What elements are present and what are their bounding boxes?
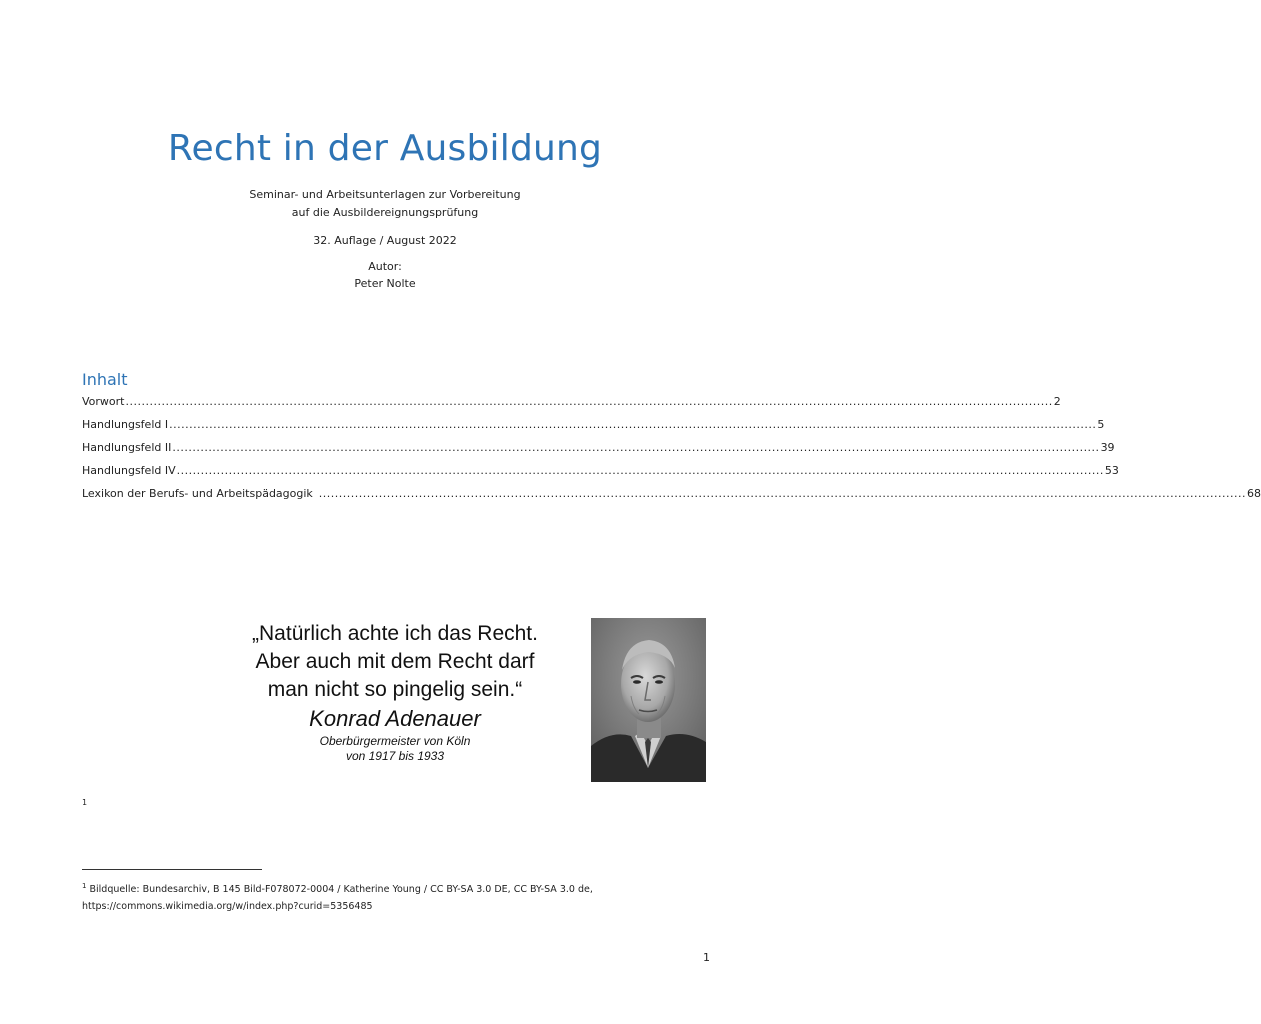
quote-line-1: „Natürlich achte ich das Recht. <box>252 622 538 645</box>
quote-author: Konrad Adenauer <box>309 706 481 731</box>
toc-entry-label: Lexikon der Berufs- und Arbeitspädagogik <box>82 487 313 500</box>
toc-entry-handlungsfeld-1[interactable] <box>82 418 1105 434</box>
footnote-marker: 1 <box>82 798 88 807</box>
footnote-number: 1 <box>82 882 87 890</box>
toc-dot-leader: ........................................................................................................................................................................................................................................ <box>172 441 1100 454</box>
quote-author-years: von 1917 bis 1933 <box>345 749 445 763</box>
toc-dot-leader: ........................................................................................................................................................................................................................................ <box>125 395 1053 408</box>
toc-dot-leader: ........................................................................................................................................................................................................................................ <box>318 487 1247 500</box>
footnote-text <box>82 878 702 915</box>
quote-block <box>200 620 590 704</box>
toc-entry-label: Vorwort <box>82 395 125 408</box>
edition-text: 32. Auflage / August 2022 <box>313 234 457 247</box>
document-title: Recht in der Ausbildung <box>167 128 603 169</box>
quote-author-role: Oberbürgermeister von Köln <box>319 734 471 748</box>
toc-entry-label: Handlungsfeld I <box>82 418 169 431</box>
toc-entry-handlungsfeld-2[interactable] <box>82 441 1115 457</box>
toc-entry-page: 53 <box>1104 464 1119 477</box>
footnote-link[interactable]: https://commons.wikimedia.org/w/index.php?curid=5356485 <box>82 901 373 913</box>
toc-dot-leader: ........................................................................................................................................................................................................................................ <box>169 418 1097 431</box>
toc-entry-label: Handlungsfeld IV <box>82 464 176 477</box>
subtitle-line-2: auf die Ausbildereignungsprüfung <box>291 206 479 219</box>
quote-line-2: Aber auch mit dem Recht darf <box>255 650 535 673</box>
toc-dot-leader: ........................................................................................................................................................................................................................................ <box>176 464 1104 477</box>
toc-entry-page: 2 <box>1053 395 1061 408</box>
footnote-separator <box>82 869 262 870</box>
quote-line-3: man nicht so pingelig sein.“ <box>267 678 523 701</box>
toc-entry-label: Handlungsfeld II <box>82 441 172 454</box>
portrait-photo <box>591 618 706 782</box>
toc-entry-handlungsfeld-4[interactable] <box>82 464 1119 480</box>
footnote-line-1: Bildquelle: Bundesarchiv, B 145 Bild-F078072-0004 / Katherine Young / CC BY-SA 3.0 DE, CC BY-SA 3.0 de, <box>89 884 593 896</box>
toc-entry-page: 68 <box>1247 487 1261 500</box>
subtitle-line-1: Seminar- und Arbeitsunterlagen zur Vorbereitung <box>249 188 521 201</box>
toc-heading: Inhalt <box>82 370 128 389</box>
author-name: Peter Nolte <box>354 277 416 290</box>
author-label: Autor: <box>368 260 402 273</box>
toc-entry-vorwort[interactable] <box>82 395 1061 411</box>
toc-entry-page: 5 <box>1097 418 1105 431</box>
toc-entry-lexikon[interactable] <box>82 487 1261 503</box>
page-number: 1 <box>703 951 710 964</box>
toc-entry-page: 39 <box>1100 441 1115 454</box>
